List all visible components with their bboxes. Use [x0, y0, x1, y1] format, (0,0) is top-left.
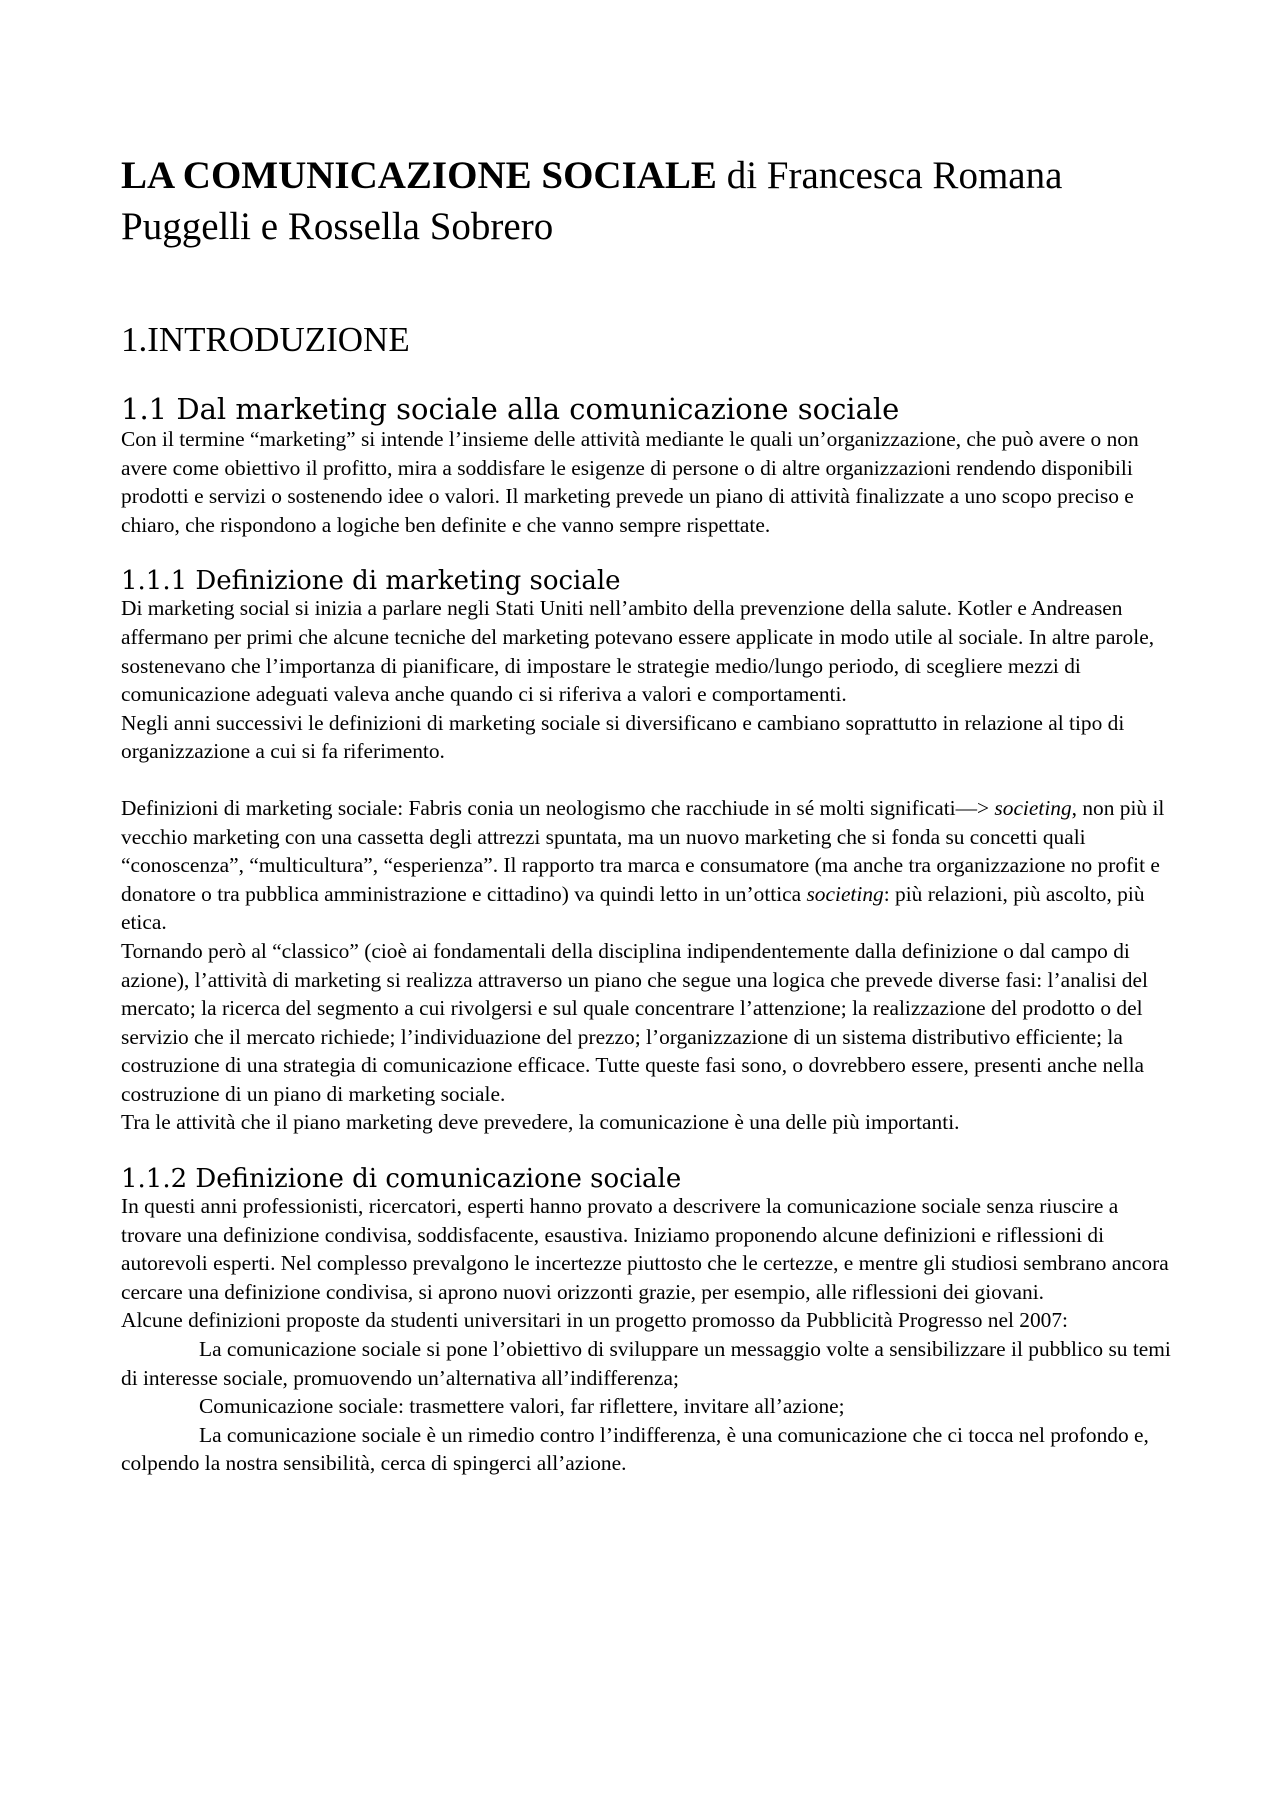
paragraph-student-definitions-intro: Alcune definizioni proposte da studenti universitari in un progetto promosso da Pubblicità Progresso nel 2007: — [121, 1308, 1068, 1333]
chapter-heading-introduzione: 1.INTRODUZIONE — [121, 320, 410, 359]
section-heading-1-1-1: 1.1.1 Definizione di marketing sociale — [121, 566, 621, 597]
societing-text-part2: , non più il vecchio marketing con una cassetta degli attrezzi spuntata, ma un nuovo marketing che si fonda su concetti quali “conoscenza”, “multicultura”, “esperienza”. Il rapporto tra marca e consumatore (ma anche tra organizzazione no profit e donatore o tra pubblica amministrazione e cittadino) va quindi letto in un’ottica — [121, 795, 1165, 906]
paragraph-marketing-social-origins: Di marketing social si inizia a parlare negli Stati Uniti nell’ambito della prevenzione della salute. Kotler e Andreasen affermano per primi che alcune tecniche del marketing potevano essere applicate in modo utile al sociale. In altre parole, sostenevano che l’importanza di pianificare, di impostare le strategie medio/lungo periodo, di scegliere mezzi di comunicazione adeguati valeva anche quando ci si riferiva a valori e comportamenti. — [121, 596, 1155, 707]
paragraph-spacer — [121, 766, 1181, 794]
societing-term-1: societing — [994, 795, 1072, 820]
paragraph-societing-definition — [121, 794, 1181, 937]
paragraph-marketing-phases: Tornando però al “classico” (cioè ai fondamentali della disciplina indipendentemente dalla definizione o dal campo di azione), l’attività di marketing si realizza attraverso un piano che segue una logica che prevede diverse fasi: l’analisi del mercato; la ricerca del segmento a cui rivolgersi e sul quale concentrare l’attenzione; la realizzazione del prodotto o del servizio che il mercato richiede; l’individuazione del prezzo; l’organizzazione di un sistema distributivo efficiente; la costruzione di una strategia di comunicazione efficace. Tutte queste fasi sono, o dovrebbero essere, presenti anche nella costruzione di un piano di marketing sociale. — [121, 938, 1148, 1106]
societing-text-part3: : più relazioni, più ascolto, più etica. — [121, 881, 1145, 935]
paragraph-communication-importance: Tra le attività che il piano marketing deve prevedere, la comunicazione è una delle più importanti. — [121, 1110, 960, 1135]
societing-text-part1: Definizioni di marketing sociale: Fabris conia un neologismo che racchiude in sé molti significati—> — [121, 795, 995, 820]
document-title — [121, 150, 1181, 252]
quote-definition-2: Comunicazione sociale: trasmettere valori, far riflettere, invitare all’azione; — [199, 1394, 845, 1419]
document-title-authors: di Francesca Romana Puggelli e Rossella Sobrero — [121, 154, 1063, 248]
paragraph-social-communication-research: In questi anni professionisti, ricercatori, esperti hanno provato a descrivere la comunicazione sociale senza riuscire a trovare una definizione condivisa, soddisfacente, esaustiva. Iniziamo proponendo alcune definizioni e riflessioni di autorevoli esperti. Nel complesso prevalgono le incertezze piuttosto che le certezze, e mentre gli studiosi sembrano ancora cercare una definizione condivisa, si aprono nuovi orizzonti grazie, per esempio, alle riflessioni dei giovani. — [121, 1194, 1169, 1304]
section-heading-1-1: 1.1 Dal marketing sociale alla comunicazione sociale — [121, 392, 900, 426]
quote-definition-1: La comunicazione sociale si pone l’obiettivo di sviluppare un messaggio volte a sensibilizzare il pubblico su temi di interesse sociale, promuovendo un’alternativa all’indifferenza; — [121, 1337, 1171, 1390]
societing-term-2: societing — [806, 881, 884, 906]
document-page — [121, 150, 1181, 1478]
document-title-bold: LA COMUNICAZIONE SOCIALE — [121, 154, 717, 197]
paragraph-marketing-definition: Con il termine “marketing” si intende l’insieme delle attività mediante le quali un’organizzazione, che può avere o non avere come obiettivo il profitto, mira a soddisfare le esigenze di persone o di altre organizzazioni rendendo disponibili prodotti e servizi o sostenendo idee o valori. Il marketing prevede un piano di attività finalizzate a uno scopo preciso e chiaro, che rispondono a logiche ben definite e che vanno sempre rispettate. — [121, 427, 1139, 537]
paragraph-marketing-social-evolution: Negli anni successivi le definizioni di marketing sociale si diversificano e cambiano soprattutto in relazione al tipo di organizzazione a cui si fa riferimento. — [121, 710, 1125, 764]
quote-definition-3: La comunicazione sociale è un rimedio contro l’indifferenza, è una comunicazione che ci tocca nel profondo e, colpendo la nostra sensibilità, cerca di spingerci all’azione. — [121, 1422, 1149, 1476]
section-heading-1-1-2: 1.1.2 Definizione di comunicazione sociale — [121, 1164, 682, 1195]
